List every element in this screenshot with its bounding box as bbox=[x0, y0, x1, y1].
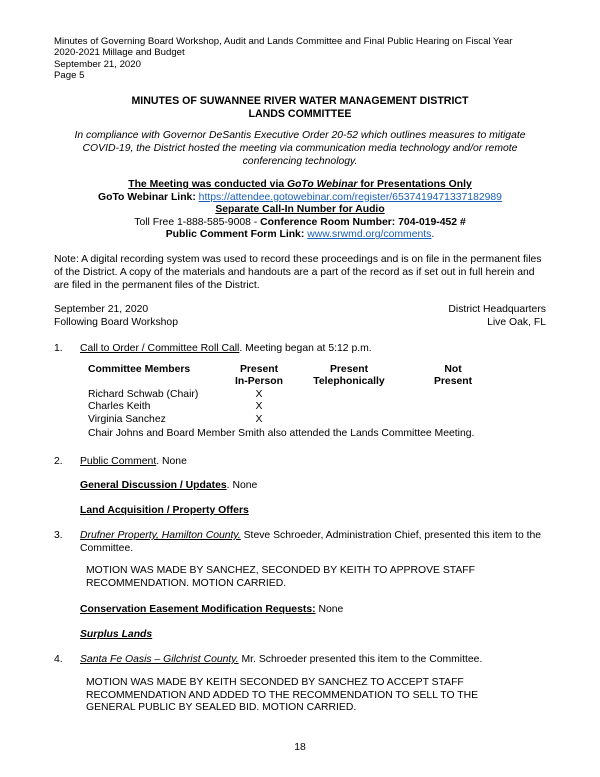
not-present-mark bbox=[408, 414, 498, 426]
document-title bbox=[40, 95, 560, 120]
in-person-mark: X bbox=[255, 413, 263, 425]
motion-2: MOTION WAS MADE BY KEITH SECONDED BY SANCHEZ TO ACCEPT STAFF RECOMMENDATION AND ADDED TO THE RECOMMENDATION TO SELL TO THE GENERAL PUBLIC BY SEALED BID. MOTION CARRIED. bbox=[86, 677, 479, 714]
attendance-note: Chair Johns and Board Member Smith also attended the Lands Committee Meeting. bbox=[88, 428, 475, 439]
in-person-mark: X bbox=[255, 401, 263, 413]
conducted-prefix: The Meeting was conducted via bbox=[128, 179, 287, 190]
conducted-suffix: for Presentations Only bbox=[357, 179, 472, 190]
comment-sep: : bbox=[300, 229, 308, 241]
callin-heading: Separate Call-In Number for Audio bbox=[215, 204, 385, 216]
item-body: Mr. Schroeder presented this item to the Committee. bbox=[238, 654, 483, 665]
col-header-in-person-2: In-Person bbox=[235, 376, 283, 388]
page-number: 18 bbox=[294, 742, 306, 753]
motion-1: MOTION WAS MADE BY SANCHEZ, SECONDED BY KEITH TO APPROVE STAFF RECOMMENDATION. MOTION CARRIED. bbox=[86, 565, 475, 589]
col-header-not-present: Not bbox=[444, 364, 462, 375]
item-body: . Meeting began at 5:12 p.m. bbox=[239, 343, 372, 354]
not-present-mark bbox=[408, 389, 498, 401]
tollfree-line bbox=[40, 217, 560, 230]
conservation-easement bbox=[80, 603, 546, 616]
webinar-line bbox=[40, 192, 560, 205]
table-row bbox=[88, 414, 498, 426]
item-number: 3. bbox=[54, 530, 63, 541]
general-discussion bbox=[80, 479, 546, 492]
page-header bbox=[54, 36, 512, 82]
meeting-city: Live Oak, FL bbox=[487, 317, 546, 328]
conducted-platform: GoTo Webinar bbox=[287, 179, 358, 190]
item-number: 4. bbox=[54, 654, 63, 665]
comment-form-link[interactable]: www.srwmd.org/comments bbox=[307, 229, 432, 241]
roll-header-row bbox=[88, 364, 498, 376]
comment-label: Public Comment Form Link bbox=[165, 229, 301, 241]
item-number: 1. bbox=[54, 343, 63, 354]
roll-header-row bbox=[88, 376, 498, 388]
in-person-mark: X bbox=[255, 388, 263, 400]
land-acquisition-heading: Land Acquisition / Property Offers bbox=[80, 505, 249, 516]
item-body: . None bbox=[156, 456, 187, 467]
item-text bbox=[80, 653, 546, 666]
col-header-not-present-2: Present bbox=[433, 376, 473, 388]
executive-order-statement: In compliance with Governor DeSantis Executive Order 20-52 which outlines measures to mitigate COVID-19, the District hosted the meeting via communication media technology and/or remote conferencing technology. bbox=[74, 130, 526, 167]
telephonic-mark bbox=[290, 401, 408, 413]
item-text bbox=[80, 529, 546, 555]
not-present-mark bbox=[408, 401, 498, 413]
section-body: . None bbox=[226, 480, 258, 491]
title-line: MINUTES OF SUWANNEE RIVER WATER MANAGEMENT DISTRICT bbox=[131, 95, 469, 107]
tollfree-number: Toll Free 1-888-585-9008 - bbox=[134, 216, 261, 228]
col-header-telephonic: Present bbox=[329, 364, 369, 375]
section-body: None bbox=[315, 604, 344, 615]
header-line: Minutes of Governing Board Workshop, Audit and Lands Committee and Final Public Hearing on Fiscal Year bbox=[54, 36, 513, 47]
table-row bbox=[88, 389, 498, 401]
header-line: 2020-2021 Millage and Budget bbox=[54, 47, 185, 59]
item-label: Public Comment bbox=[80, 456, 157, 467]
comment-end: . bbox=[431, 229, 435, 241]
webinar-label: GoTo Webinar Link: bbox=[98, 191, 199, 203]
recording-note: Note: A digital recording system was used to record these proceedings and is on file in the permanent files of the District. A copy of the materials and handouts are a part of the record as if set out in full herein and are filed in the permanent files of the District. bbox=[54, 254, 542, 291]
col-header-telephonic-2: Telephonically bbox=[313, 376, 385, 388]
section-heading: General Discussion / Updates bbox=[80, 480, 227, 491]
conference-room-number: Conference Room Number: 704-019-452 # bbox=[260, 216, 466, 228]
item-text bbox=[80, 342, 546, 355]
location-row-1 bbox=[54, 303, 546, 316]
item-number: 2. bbox=[54, 456, 63, 467]
webinar-link[interactable]: https://attendee.gotowebinar.com/register/6537419471337182989 bbox=[198, 191, 502, 203]
header-page: Page 5 bbox=[54, 70, 85, 82]
col-header-members: Committee Members bbox=[88, 364, 191, 375]
col-header-in-person: Present bbox=[239, 364, 279, 375]
title-line: LANDS COMMITTEE bbox=[248, 107, 352, 120]
meeting-timing: Following Board Workshop bbox=[54, 317, 178, 328]
header-date: September 21, 2020 bbox=[54, 58, 141, 70]
meeting-date: September 21, 2020 bbox=[54, 304, 149, 315]
col-header-blank bbox=[88, 376, 228, 388]
member-name: Richard Schwab (Chair) bbox=[88, 388, 199, 400]
telephonic-mark bbox=[290, 414, 408, 426]
item-label: Drufner Property, Hamilton County. bbox=[80, 530, 241, 541]
item-label: Call to Order / Committee Roll Call bbox=[80, 343, 240, 354]
item-label: Santa Fe Oasis – Gilchrist County. bbox=[80, 654, 239, 665]
item-body: Steve Schroeder, Administration Chief, presented this item to the Committee. bbox=[80, 530, 542, 554]
table-row bbox=[88, 401, 498, 413]
meeting-info bbox=[40, 179, 560, 242]
roll-call-table bbox=[88, 364, 498, 426]
item-text bbox=[80, 455, 546, 468]
comment-line bbox=[40, 229, 560, 242]
member-name: Charles Keith bbox=[88, 401, 151, 413]
location-row-2 bbox=[54, 316, 546, 329]
member-name: Virginia Sanchez bbox=[88, 413, 166, 425]
surplus-lands-heading: Surplus Lands bbox=[80, 629, 153, 640]
section-heading: Conservation Easement Modification Requests: bbox=[80, 604, 316, 615]
meeting-place: District Headquarters bbox=[448, 304, 546, 315]
conducted-line bbox=[40, 179, 560, 192]
telephonic-mark bbox=[290, 389, 408, 401]
